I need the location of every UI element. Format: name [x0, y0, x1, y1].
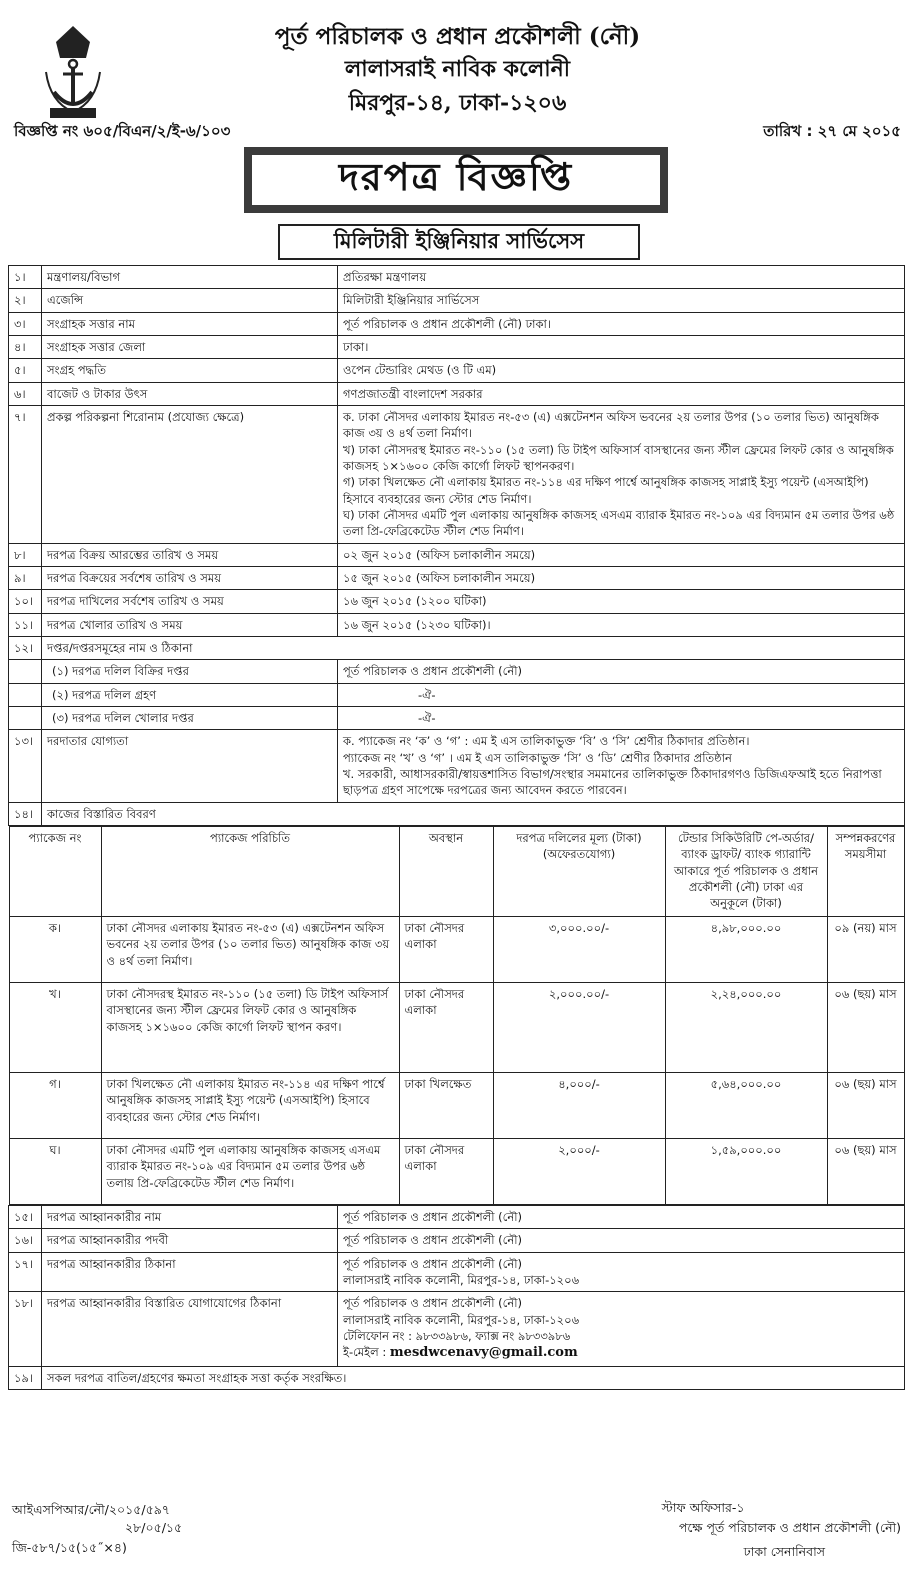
package-no: খ। — [9, 982, 101, 1072]
package-doc-price: ২,০০০/- — [493, 1138, 665, 1204]
email-line — [343, 1344, 899, 1362]
row-value: পূর্ত পরিচালক ও প্রধান প্রকৌশলী (নৌ) ঢাকা। — [338, 312, 905, 335]
email-address: mesdwcenavy@gmail.com — [389, 1345, 578, 1361]
email-label: ই-মেইল : — [343, 1345, 390, 1360]
package-time: ০৬ (ছয়) মাস — [827, 982, 904, 1072]
row-label: দরপত্র খোলার তারিখ ও সময় — [42, 613, 338, 636]
notice-date: তারিখ : ২৭ মে ২০১৫ — [763, 122, 901, 140]
office-label: (১) দরপত্র দলিল বিক্রির দপ্তর — [42, 660, 338, 683]
package-row — [9, 1072, 904, 1138]
package-location: ঢাকা খিলক্ষেত — [399, 1072, 493, 1138]
row-label: দরপত্র বিক্রয় আরম্ভের তারিখ ও সময় — [42, 543, 338, 566]
office-value: -ঐ- — [338, 683, 905, 706]
org-address-line1: লালাসরাই নাবিক কলোনী — [344, 56, 571, 82]
package-location: ঢাকা নৌসদর এলাকা — [399, 982, 493, 1072]
package-security: ২,২৪,০০০.০০ — [665, 982, 827, 1072]
agency-subtitle: মিলিটারী ইঞ্জিনিয়ার সার্ভিসেস — [278, 224, 640, 260]
signatory-title: স্টাফ অফিসার-১ — [661, 1500, 745, 1515]
row-number: ১৩। — [9, 730, 42, 802]
eligibility-line: প্যাকেজ নং ‘খ’ ও ‘গ’ । এম ই এস তালিকাভুক্ত ‘সি’ ও ‘ডি’ শ্রেণীর ঠিকাদার প্রতিষ্ঠান — [343, 750, 732, 765]
row-number: ১২। — [9, 636, 42, 659]
col-header-description: প্যাকেজ পরিচিতি — [101, 826, 399, 916]
row-number: ১৬। — [9, 1229, 42, 1252]
package-location: ঢাকা নৌসদর এলাকা — [399, 916, 493, 982]
table-row — [9, 706, 905, 729]
packages-header-row — [9, 826, 904, 916]
package-description: ঢাকা নৌসদর এলাকায় ইমারত নং-৫৩ (এ) এক্সটেনশন অফিস ভবনের ২য় তলার উপর (১০ তলার ভিত) আনুষঙ্গিক কাজ ৩য় ও ৪র্থ তলা নির্মাণ। — [101, 916, 399, 982]
table-row — [9, 289, 905, 312]
row-value: ১৬ জুন ২০১৫ (১২৩০ ঘটিকা)। — [338, 613, 905, 636]
row-value: ১৬ জুন ২০১৫ (১২০০ ঘটিকা) — [338, 590, 905, 613]
memo-number: বিজ্ঞপ্তি নং ৬০৫/বিএন/২/ই-৬/১০৩ — [14, 122, 231, 140]
title-banner — [244, 147, 668, 213]
table-row — [9, 382, 905, 405]
ispr-reference: আইএসপিআর/নৌ/২০১৫/৫৯৭ — [12, 1502, 170, 1517]
packages-row — [9, 825, 905, 1205]
table-row — [9, 1292, 905, 1366]
package-description: ঢাকা খিলক্ষেত নৌ এলাকায় ইমারত নং-১১৪ এর দক্ষিণ পার্শ্বে আনুষঙ্গিক কাজসহ সাপ্লাই ইস্যু পয়েন্ট (এসআইপি) হিসাবে ব্যবহারের জন্য স্টোর শেড নির্মাণ। — [101, 1072, 399, 1138]
row-number: ১০। — [9, 590, 42, 613]
col-header-time: সম্পন্নকরণের সময়সীমা — [827, 826, 904, 916]
signatory-place: ঢাকা সেনানিবাস — [743, 1544, 825, 1559]
row-number: ১৫। — [9, 1205, 42, 1228]
row-number: ১। — [9, 266, 42, 289]
row-label: দরপত্র বিক্রয়ের সর্বশেষ তারিখ ও সময় — [42, 566, 338, 589]
table-row — [9, 335, 905, 358]
contact-line: টেলিফোন নং : ৯৮৩৩৯৮৬, ফ্যাক্স নং ৯৮৩৩৯৮৬ — [343, 1328, 571, 1343]
row-label: দরপত্র দাখিলের সর্বশেষ তারিখ ও সময় — [42, 590, 338, 613]
tender-details-table — [8, 265, 905, 1390]
project-title-line: ঘ) ঢাকা নৌসদর এমটি পুল এলাকায় আনুষঙ্গিক কাজসহ এসএম ব্যারাক ইমারত নং-১০৯ এর বিদ্যমান ৫ম তলার উপর ৬ষ্ঠ তলা প্রি-ফেব্রিকেটেড স্টীল শেড নির্মাণ। — [343, 507, 895, 539]
table-row — [9, 660, 905, 683]
table-row — [9, 1205, 905, 1228]
col-header-security: টেন্ডার সিকিউরিটি পে-অর্ডার/ব্যাংক ড্রাফট/ ব্যাংক গ্যারান্টি আকারে পূর্ত পরিচালক ও প্রধান প্রকৌশলী (নৌ) ঢাকা এর অনুকূলে (টাকা) — [665, 826, 827, 916]
office-label: (৩) দরপত্র দলিল খোলার দপ্তর — [42, 706, 338, 729]
table-row — [9, 359, 905, 382]
row-label: সংগ্রাহক সত্তার নাম — [42, 312, 338, 335]
row-value: ঢাকা। — [338, 335, 905, 358]
row-number: ৭। — [9, 405, 42, 543]
package-doc-price: ২,০০০.০০/- — [493, 982, 665, 1072]
col-header-location: অবস্থান — [399, 826, 493, 916]
project-titles — [338, 405, 905, 543]
package-row — [9, 1138, 904, 1204]
row-number: ৫। — [9, 359, 42, 382]
package-no: গ। — [9, 1072, 101, 1138]
package-doc-price: ৪,০০০/- — [493, 1072, 665, 1138]
row-number: ৪। — [9, 335, 42, 358]
row-label: দরপত্র আহ্বানকারীর পদবী — [42, 1229, 338, 1252]
package-security: ৫,৬৪,০০০.০০ — [665, 1072, 827, 1138]
col-header-package-no: প্যাকেজ নং — [9, 826, 101, 916]
table-row — [9, 590, 905, 613]
eligibility — [338, 730, 905, 802]
banner-title: দরপত্র বিজ্ঞপ্তি — [252, 155, 660, 205]
row-label: প্রকল্প পরিকল্পনা শিরোনাম (প্রযোজ্য ক্ষেত্রে) — [42, 405, 338, 543]
row-label: সংগ্রহ পদ্ধতি — [42, 359, 338, 382]
row-number: ৩। — [9, 312, 42, 335]
row-number: ১৮। — [9, 1292, 42, 1366]
address — [338, 1252, 905, 1292]
row-value: মিলিটারী ইঞ্জিনিয়ার সার্ভিসেস — [338, 289, 905, 312]
project-title-line: গ) ঢাকা খিলক্ষেত নৌ এলাকায় ইমারত নং-১১৪ এর দক্ষিণ পার্শ্বে আনুষঙ্গিক কাজসহ সাপ্লাই ইস্যু পয়েন্ট (এসআইপি) হিসাবে ব্যবহারের জন্য স্টোর শেড নির্মাণ। — [343, 475, 869, 506]
package-doc-price: ৩,০০০.০০/- — [493, 916, 665, 982]
row-number: ১৭। — [9, 1252, 42, 1292]
ispr-date: ২৮/০৫/১৫ — [125, 1520, 183, 1535]
package-time: ০৬ (ছয়) মাস — [827, 1072, 904, 1138]
eligibility-line: খ. সরকারী, আধাসরকারী/স্বায়ত্তশাসিত বিভাগ/সংস্থার সমমানের তালিকাভুক্ত ঠিকাদারগণও ডিজিএফআই হতে নিরাপত্তা ছাড়পত্র গ্রহণ সাপেক্ষে দরপত্রের জন্য আবেদন করতে পারবেন। — [343, 766, 882, 798]
table-row — [9, 730, 905, 802]
package-row — [9, 916, 904, 982]
row-label: এজেন্সি — [42, 289, 338, 312]
package-time: ০৯ (নয়) মাস — [827, 916, 904, 982]
package-row — [9, 982, 904, 1072]
table-row — [9, 683, 905, 706]
package-no: ক। — [9, 916, 101, 982]
package-security: ৪,৯৮,০০০.০০ — [665, 916, 827, 982]
row-number: ১৯। — [9, 1366, 42, 1389]
package-description: ঢাকা নৌসদর এমটি পুল এলাকায় আনুষঙ্গিক কাজসহ এসএম ব্যারাক ইমারত নং-১০৯ এর বিদ্যমান ৫ম তলার উপর ৬ষ্ঠ তলায় প্রি-ফেব্রিকেটেড স্টীল শেড নির্মাণ। — [101, 1138, 399, 1204]
contact-line: লালাসরাই নাবিক কলোনী, মিরপুর-১৪, ঢাকা-১২০৬ — [343, 1312, 580, 1327]
row-number: ১১। — [9, 613, 42, 636]
project-title-line: ক. ঢাকা নৌসদর এলাকায় ইমারত নং-৫৩ (এ) এক্সটেনশন অফিস ভবনের ২য় তলার উপর (১০ তলার ভিত) আনুষঙ্গিক কাজ ৩য় ও ৪র্থ তলা নির্মাণ। — [343, 409, 879, 441]
row-value: পূর্ত পরিচালক ও প্রধান প্রকৌশলী (নৌ) — [338, 1205, 905, 1228]
office-value: -ঐ- — [338, 706, 905, 729]
notice-footer — [0, 1498, 915, 1581]
eligibility-line: ক. প্যাকেজ নং ‘ক’ ও ‘গ’ : এম ই এস তালিকাভুক্ত ‘বি’ ও ‘সি’ শ্রেণীর ঠিকাদার প্রতিষ্ঠান। — [343, 734, 750, 749]
row-value: ওপেন টেন্ডারিং মেথড (ও টি এম) — [338, 359, 905, 382]
row-value: প্রতিরক্ষা মন্ত্রণালয় — [338, 266, 905, 289]
row-number: ২। — [9, 289, 42, 312]
row-number: ৬। — [9, 382, 42, 405]
notice-header — [0, 0, 915, 225]
contact-line: পূর্ত পরিচালক ও প্রধান প্রকৌশলী (নৌ) — [343, 1296, 522, 1311]
table-row — [9, 312, 905, 335]
package-location: ঢাকা নৌসদর এলাকা — [399, 1138, 493, 1204]
table-row — [9, 636, 905, 659]
row-label: মন্ত্রণালয়/বিভাগ — [42, 266, 338, 289]
print-reference: জি-৫৮৭/১৫(১৫˝×৪) — [12, 1540, 127, 1555]
row-label: দরপত্র আহ্বানকারীর ঠিকানা — [42, 1252, 338, 1292]
row-value: ১৫ জুন ২০১৫ (অফিস চলাকালীন সময়ে) — [338, 566, 905, 589]
table-row — [9, 566, 905, 589]
row-value: পূর্ত পরিচালক ও প্রধান প্রকৌশলী (নৌ) — [338, 1229, 905, 1252]
table-row — [9, 405, 905, 543]
project-title-line: খ) ঢাকা নৌসদরস্থ ইমারত নং-১১০ (১৫ তলা) ডি টাইপ অফিসার্স বাসস্থানের জন্য স্টীল ফ্রেমের লিফট কোর ও আনুষঙ্গিক কাজসহ ১×১৬০০ কেজি কার্গো লিফট স্থাপনকরণ। — [343, 442, 894, 473]
col-header-doc-price: দরপত্র দলিলের মূল্য (টাকা) (অফেরতযোগ্য) — [493, 826, 665, 916]
packages-table — [9, 826, 905, 1205]
row-label: দরপত্র আহ্বানকারীর বিস্তারিত যোগাযোগের ঠিকানা — [42, 1292, 338, 1366]
row-label: বাজেট ও টাকার উৎস — [42, 382, 338, 405]
row-label: দরপত্র আহ্বানকারীর নাম — [42, 1205, 338, 1228]
row-label: দপ্তর/দপ্তরসমূহের নাম ও ঠিকানা — [42, 636, 905, 659]
table-row — [9, 1252, 905, 1292]
table-row — [9, 613, 905, 636]
contact-details — [338, 1292, 905, 1366]
row-number: ১৪। — [9, 802, 42, 825]
row-label: সংগ্রাহক সত্তার জেলা — [42, 335, 338, 358]
table-row — [9, 266, 905, 289]
package-no: ঘ। — [9, 1138, 101, 1204]
org-address-line2: মিরপুর-১৪, ঢাকা-১২০৬ — [348, 90, 567, 116]
row-label: দরদাতার যোগ্যতা — [42, 730, 338, 802]
package-security: ১,৫৯,০০০.০০ — [665, 1138, 827, 1204]
row-value: ০২ জুন ২০১৫ (অফিস চলাকালীন সময়ে) — [338, 543, 905, 566]
table-row — [9, 802, 905, 825]
row-value: গণপ্রজাতন্ত্রী বাংলাদেশ সরকার — [338, 382, 905, 405]
table-row — [9, 1366, 905, 1389]
package-description: ঢাকা নৌসদরস্থ ইমারত নং-১১০ (১৫ তলা) ডি টাইপ অফিসার্স বাসস্থানের জন্য স্টীল ফ্রেমের লিফট কোর ও আনুষঙ্গিক কাজসহ ১×১৬০০ কেজি কার্গো লিফট স্থাপন করণ। — [101, 982, 399, 1072]
org-name: পূর্ত পরিচালক ও প্রধান প্রকৌশলী (নৌ) — [274, 23, 641, 50]
office-label: (২) দরপত্র দলিল গ্রহণ — [42, 683, 338, 706]
row-value: সকল দরপত্র বাতিল/গ্রহণের ক্ষমতা সংগ্রাহক সত্তা কর্তৃক সংরক্ষিত। — [42, 1366, 905, 1389]
address-line: লালাসরাই নাবিক কলোনী, মিরপুর-১৪, ঢাকা-১২০৬ — [343, 1272, 580, 1287]
row-number: ৯। — [9, 566, 42, 589]
row-number: ৮। — [9, 543, 42, 566]
row-label: কাজের বিস্তারিত বিবরণ — [42, 802, 905, 825]
address-line: পূর্ত পরিচালক ও প্রধান প্রকৌশলী (নৌ) — [343, 1256, 522, 1271]
package-time: ০৬ (ছয়) মাস — [827, 1138, 904, 1204]
table-row — [9, 543, 905, 566]
office-value: পূর্ত পরিচালক ও প্রধান প্রকৌশলী (নৌ) — [338, 660, 905, 683]
signatory-on-behalf: পক্ষে পূর্ত পরিচালক ও প্রধান প্রকৌশলী (নৌ) — [678, 1520, 901, 1535]
table-row — [9, 1229, 905, 1252]
